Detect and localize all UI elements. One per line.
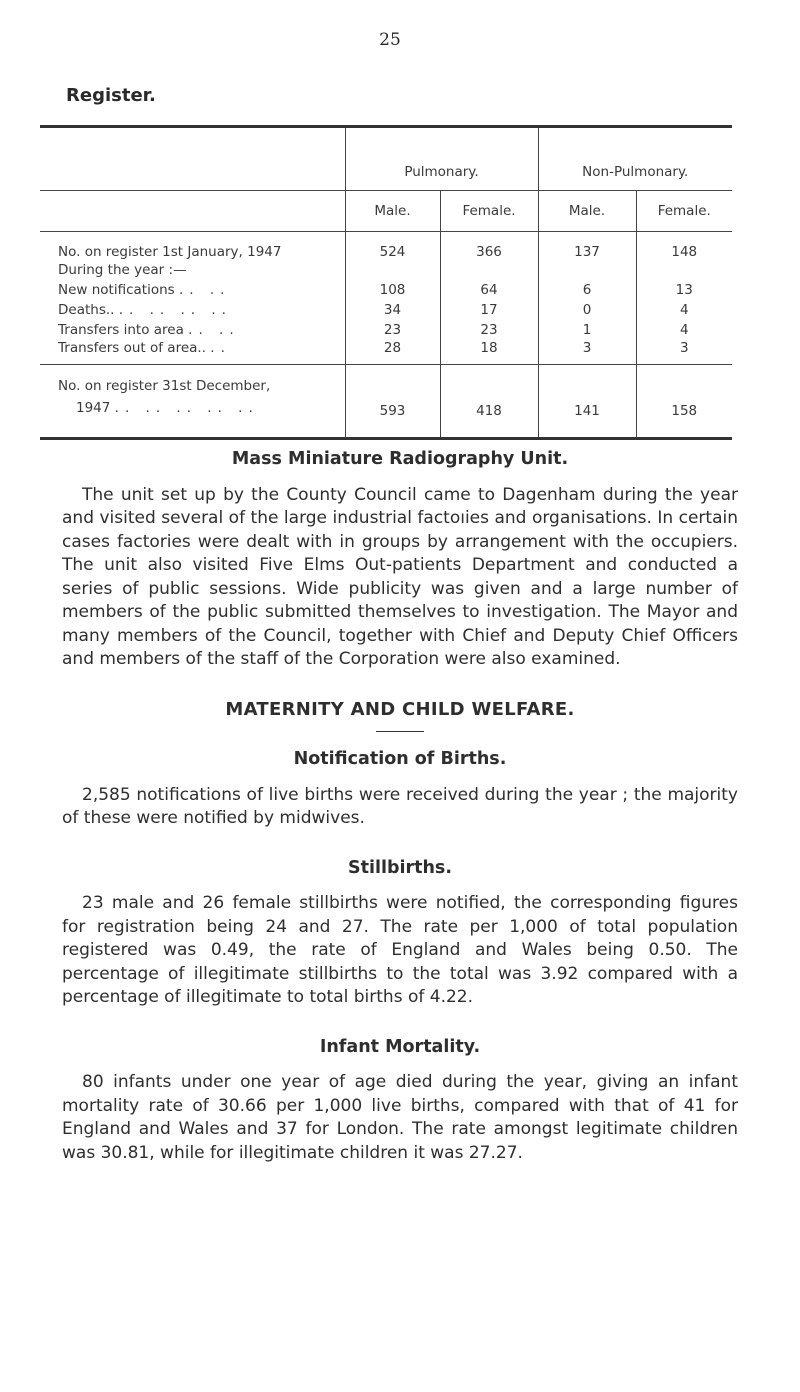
row-label-text: Transfers into area	[58, 322, 184, 338]
row-label	[40, 340, 345, 365]
row-label	[40, 280, 345, 300]
paragraph-radiography: The unit set up by the County Council came to Dagenham during the year and visited several of the large industrial factoıies and organisations. In certain cases factories were dealt with in groups by arrangement with the occupiers. The unit also visited Five Elms Out-patients Department and conducted a series of public sessions. Wide publicity was given and a large number of members of the public submitted themselves to investigation. The Mayor and many members of the Council, together with Chief and Deputy Chief Officers and members of the staff of the Corporation were also examined.	[62, 484, 738, 669]
paragraph-notification: 2,585 notifications of live births were received during the year ; the majority of these were notified by midwives.	[62, 784, 738, 828]
page-number: 25	[379, 30, 401, 50]
cell-value: 148	[636, 232, 732, 261]
header-male: Male.	[345, 191, 440, 232]
cell-value: 18	[440, 340, 538, 365]
table-row	[40, 260, 732, 280]
table-row	[40, 232, 732, 261]
leader-dots: .. .. .. ..	[118, 302, 232, 318]
section-heading-stillbirths: Stillbirths.	[347, 857, 452, 878]
cell-value: 3	[538, 340, 636, 365]
cell-value	[440, 260, 538, 280]
cell-value	[345, 260, 440, 280]
divider-rule	[376, 731, 424, 732]
cell-value: 524	[345, 232, 440, 261]
section-heading-infant-mortality: Infant Mortality.	[319, 1036, 481, 1057]
paragraph-stillbirths: 23 male and 26 female stillbirths were notified, the corresponding figures for registration being 24 and 27. The rate per 1,000 of total population registered was 0.49, the rate of England and Wales being 0.50. The percentage of illegitimate stillbirths to the total was 3.92 compared with a percentage of illegitimate to total births of 4.22.	[62, 893, 738, 1007]
cell-value: 3	[636, 340, 732, 365]
row-label	[40, 365, 345, 439]
leader-dots: .. ..	[188, 322, 240, 338]
cell-value: 13	[636, 280, 732, 300]
table-sub-header-row	[40, 191, 732, 232]
row-label-text: Deaths..	[58, 302, 115, 318]
cell-value: 23	[345, 320, 440, 340]
cell-value: 17	[440, 300, 538, 320]
section-heading-notification: Notification of Births.	[293, 749, 507, 769]
leader-dots: ..	[210, 340, 231, 356]
register-table	[40, 125, 732, 440]
header-male: Male.	[538, 191, 636, 232]
cell-value	[636, 260, 732, 280]
header-pulmonary: Pulmonary.	[345, 127, 538, 191]
cell-value: 6	[538, 280, 636, 300]
header-blank	[40, 191, 345, 232]
header-blank	[40, 127, 345, 191]
cell-value: 28	[345, 340, 440, 365]
cell-value: 158	[636, 365, 732, 439]
cell-value: 64	[440, 280, 538, 300]
paragraph-infant-mortality: 80 infants under one year of age died during the year, giving an infant mortality rate of 30.66 per 1,000 live births, compared with that of 41 for England and Wales and 37 for London. The rate amongst legitimate children was 30.81, while for illegitimate children it was 27.27.	[62, 1072, 738, 1163]
cell-value: 4	[636, 300, 732, 320]
row-label-line	[58, 397, 345, 419]
cell-value: 141	[538, 365, 636, 439]
section-heading-maternity: MATERNITY AND CHILD WELFARE.	[225, 698, 575, 720]
table-row	[40, 280, 732, 300]
cell-value: 137	[538, 232, 636, 261]
cell-value: 4	[636, 320, 732, 340]
cell-value: 1	[538, 320, 636, 340]
cell-value: 418	[440, 365, 538, 439]
cell-value: 366	[440, 232, 538, 261]
table-row	[40, 320, 732, 340]
table-group-header-row	[40, 127, 732, 191]
cell-value	[538, 260, 636, 280]
row-label	[40, 320, 345, 340]
leader-dots: .. ..	[179, 282, 231, 298]
table-total-row	[40, 365, 732, 439]
cell-value: 593	[345, 365, 440, 439]
table-row	[40, 300, 732, 320]
body-content	[62, 448, 738, 1165]
header-female: Female.	[440, 191, 538, 232]
row-label-year: 1947	[76, 400, 111, 416]
row-label: No. on register 1st January, 1947	[58, 244, 282, 260]
register-title: Register.	[66, 85, 156, 106]
cell-value: 34	[345, 300, 440, 320]
cell-value: 0	[538, 300, 636, 320]
leader-dots: .. .. .. .. ..	[114, 400, 259, 416]
row-label-text: Transfers out of area..	[58, 340, 206, 356]
section-heading-radiography: Mass Miniature Radiography Unit.	[231, 449, 569, 469]
table-row	[40, 340, 732, 365]
row-label: During the year :—	[58, 262, 187, 278]
cell-value: 23	[440, 320, 538, 340]
row-label-text: New notifications	[58, 282, 175, 298]
header-non-pulmonary: Non-Pulmonary.	[538, 127, 732, 191]
header-female: Female.	[636, 191, 732, 232]
row-label-line: No. on register 31st December,	[58, 378, 271, 394]
row-label	[40, 300, 345, 320]
cell-value: 108	[345, 280, 440, 300]
